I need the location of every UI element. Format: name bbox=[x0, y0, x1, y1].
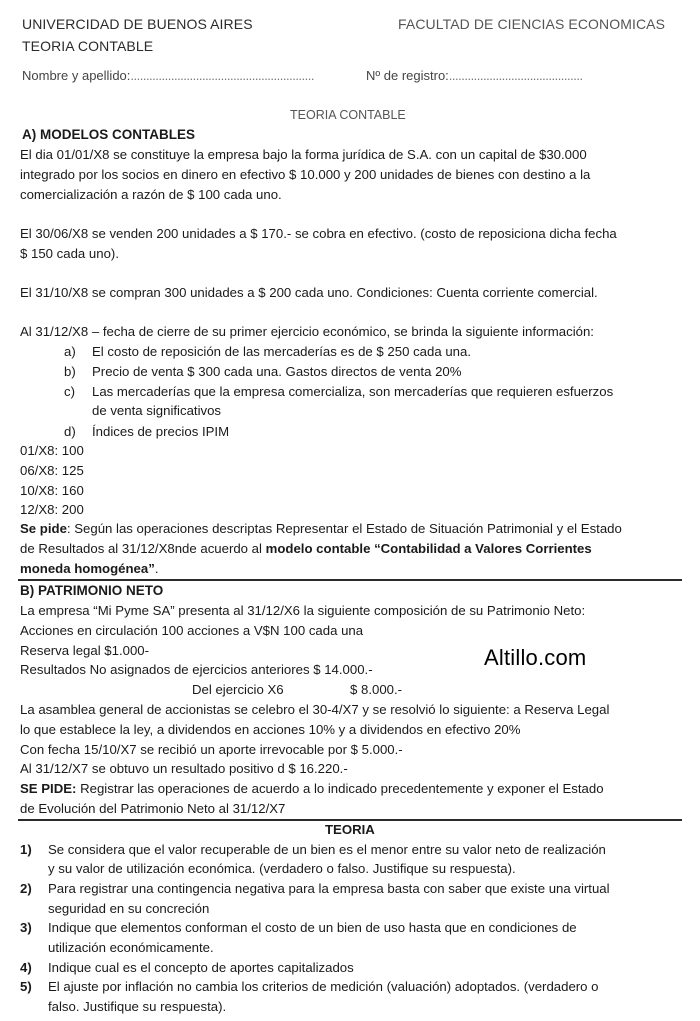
del-ejercicio-value: $ 8.000.- bbox=[350, 682, 403, 697]
section-b-task-label: SE PIDE: bbox=[20, 781, 77, 796]
name-dots: ........................................................... bbox=[130, 68, 314, 83]
q2-line1: Para registrar una contingencia negativa para la empresa basta con saber que existe una virtual bbox=[48, 881, 610, 896]
q1-line1: Se considera que el valor recuperable de un bien es el menor entre su valor neto de realización bbox=[48, 842, 606, 857]
section-a-task-line2 bbox=[20, 541, 592, 556]
section-a-task-line3 bbox=[20, 561, 159, 576]
section-a-p4: Al 31/12/X8 – fecha de cierre de su primer ejercicio económico, se brinda la siguiente información: bbox=[20, 324, 594, 339]
university-name: UNIVERCIDAD DE BUENOS AIRES bbox=[22, 16, 253, 32]
q5-line1: El ajuste por inflación no cambia los criterios de medición (valuación) adoptados. (verdadero o bbox=[48, 979, 599, 994]
task-end: . bbox=[154, 561, 159, 576]
task-text: : Según las operaciones descriptas Representar el Estado de Situación Patrimonial y el Estado bbox=[66, 521, 622, 536]
name-label: Nombre y apellido: bbox=[22, 68, 131, 83]
theory-title: TEORIA bbox=[325, 822, 375, 837]
section-a-p2-line1: El 30/06/X8 se venden 200 unidades a $ 170.- se cobra en efectivo. (costo de reposiciona dicha fecha bbox=[20, 226, 617, 241]
item-c-text-line1: Las mercaderías que la empresa comercializa, son mercaderías que requieren esfuerzos bbox=[92, 384, 614, 399]
section-b-task-line2: de Evolución del Patrimonio Neto al 31/12/X7 bbox=[20, 801, 286, 816]
item-c-label: c) bbox=[64, 384, 75, 399]
q4-line1: Indique cual es el concepto de aportes capitalizados bbox=[48, 960, 354, 975]
section-a-p3: El 31/10/X8 se compran 300 unidades a $ 200 cada uno. Condiciones: Cuenta corriente comercial. bbox=[20, 285, 598, 300]
q1-number: 1) bbox=[20, 842, 32, 857]
section-a-p2-line2: $ 150 cada uno). bbox=[20, 246, 119, 261]
item-d-text: Índices de precios IPIM bbox=[92, 424, 230, 439]
subject-name: TEORIA CONTABLE bbox=[22, 38, 154, 54]
exam-title: TEORIA CONTABLE bbox=[290, 108, 406, 122]
watermark-text: Altillo.com bbox=[484, 645, 587, 670]
registry-label: Nº de registro: bbox=[366, 68, 449, 83]
section-b-title: B) PATRIMONIO NETO bbox=[20, 583, 164, 598]
section-b-line7: Con fecha 15/10/X7 se recibió un aporte irrevocable por $ 5.000.- bbox=[20, 742, 403, 757]
q3-number: 3) bbox=[20, 920, 32, 935]
task-text-2: de Resultados al 31/12/X8nde acuerdo al bbox=[20, 541, 266, 556]
item-c-text-line2: de venta significativos bbox=[92, 403, 222, 418]
registry-field bbox=[366, 68, 583, 83]
q2-line2: seguridad en su concreción bbox=[48, 901, 210, 916]
task-label: Se pide bbox=[20, 521, 67, 536]
section-b-task-text: Registrar las operaciones de acuerdo a lo indicado precedentemente y exponer el Estado bbox=[76, 781, 604, 796]
task-model-name-2: moneda homogénea” bbox=[20, 561, 155, 576]
q4-number: 4) bbox=[20, 960, 32, 975]
name-field bbox=[22, 68, 314, 83]
task-model-name: modelo contable “Contabilidad a Valores Corrientes bbox=[265, 541, 592, 556]
ipim-12: 12/X8: 200 bbox=[20, 502, 84, 517]
section-a-task-line1 bbox=[20, 521, 622, 536]
q1-line2: y su valor de utilización económica. (verdadero o falso. Justifique su respuesta). bbox=[48, 861, 516, 876]
section-b-line8: Al 31/12/X7 se obtuvo un resultado positivo d $ 16.220.- bbox=[20, 761, 348, 776]
section-a-p1-line2: integrado por los socios en dinero en efectivo $ 10.000 y 200 unidades de bienes con destino a la bbox=[20, 167, 591, 182]
item-a-text: El costo de reposición de las mercaderías es de $ 250 cada una. bbox=[92, 344, 472, 359]
section-a-title: A) MODELOS CONTABLES bbox=[22, 127, 195, 142]
q2-number: 2) bbox=[20, 881, 32, 896]
section-a-p1-line3: comercialización a razón de $ 100 cada uno. bbox=[20, 187, 282, 202]
section-b-line5: La asamblea general de accionistas se celebro el 30-4/X7 y se resolvió lo siguiente: a Reserva Legal bbox=[20, 702, 610, 717]
del-ejercicio-label: Del ejercicio X6 bbox=[192, 682, 284, 697]
ipim-01: 01/X8: 100 bbox=[20, 443, 84, 458]
section-b-line3: Reserva legal $1.000- bbox=[20, 643, 150, 658]
item-a-label: a) bbox=[64, 344, 76, 359]
registry-dots: ........................................... bbox=[448, 68, 583, 83]
section-b-line2: Acciones en circulación 100 acciones a V$N 100 cada una bbox=[20, 623, 364, 638]
q3-line1: Indique que elementos conforman el costo de un bien de uso hasta que en condiciones de bbox=[48, 920, 577, 935]
divider-b-theory bbox=[18, 819, 682, 821]
q3-line2: utilización económicamente. bbox=[48, 940, 214, 955]
divider-a-b bbox=[18, 579, 682, 581]
q5-number: 5) bbox=[20, 979, 32, 994]
ipim-06: 06/X8: 125 bbox=[20, 463, 84, 478]
item-b-label: b) bbox=[64, 364, 76, 379]
item-b-text: Precio de venta $ 300 cada una. Gastos directos de venta 20% bbox=[92, 364, 462, 379]
faculty-name: FACULTAD DE CIENCIAS ECONOMICAS bbox=[398, 16, 666, 32]
ipim-10: 10/X8: 160 bbox=[20, 483, 84, 498]
section-b-line4: Resultados No asignados de ejercicios anteriores $ 14.000.- bbox=[20, 662, 373, 677]
q5-line2: falso. Justifique su respuesta). bbox=[48, 999, 227, 1014]
section-b-line1: La empresa “Mi Pyme SA” presenta al 31/12/X6 la siguiente composición de su Patrimonio Neto: bbox=[20, 603, 586, 618]
section-b-task-line1 bbox=[20, 781, 604, 796]
section-b-line6: lo que establece la ley, a dividendos en acciones 10% y a dividendos en efectivo 20% bbox=[20, 722, 521, 737]
item-d-label: d) bbox=[64, 424, 76, 439]
section-a-p1-line1: El dia 01/01/X8 se constituye la empresa bajo la forma jurídica de S.A. con un capital de $30.000 bbox=[20, 147, 587, 162]
